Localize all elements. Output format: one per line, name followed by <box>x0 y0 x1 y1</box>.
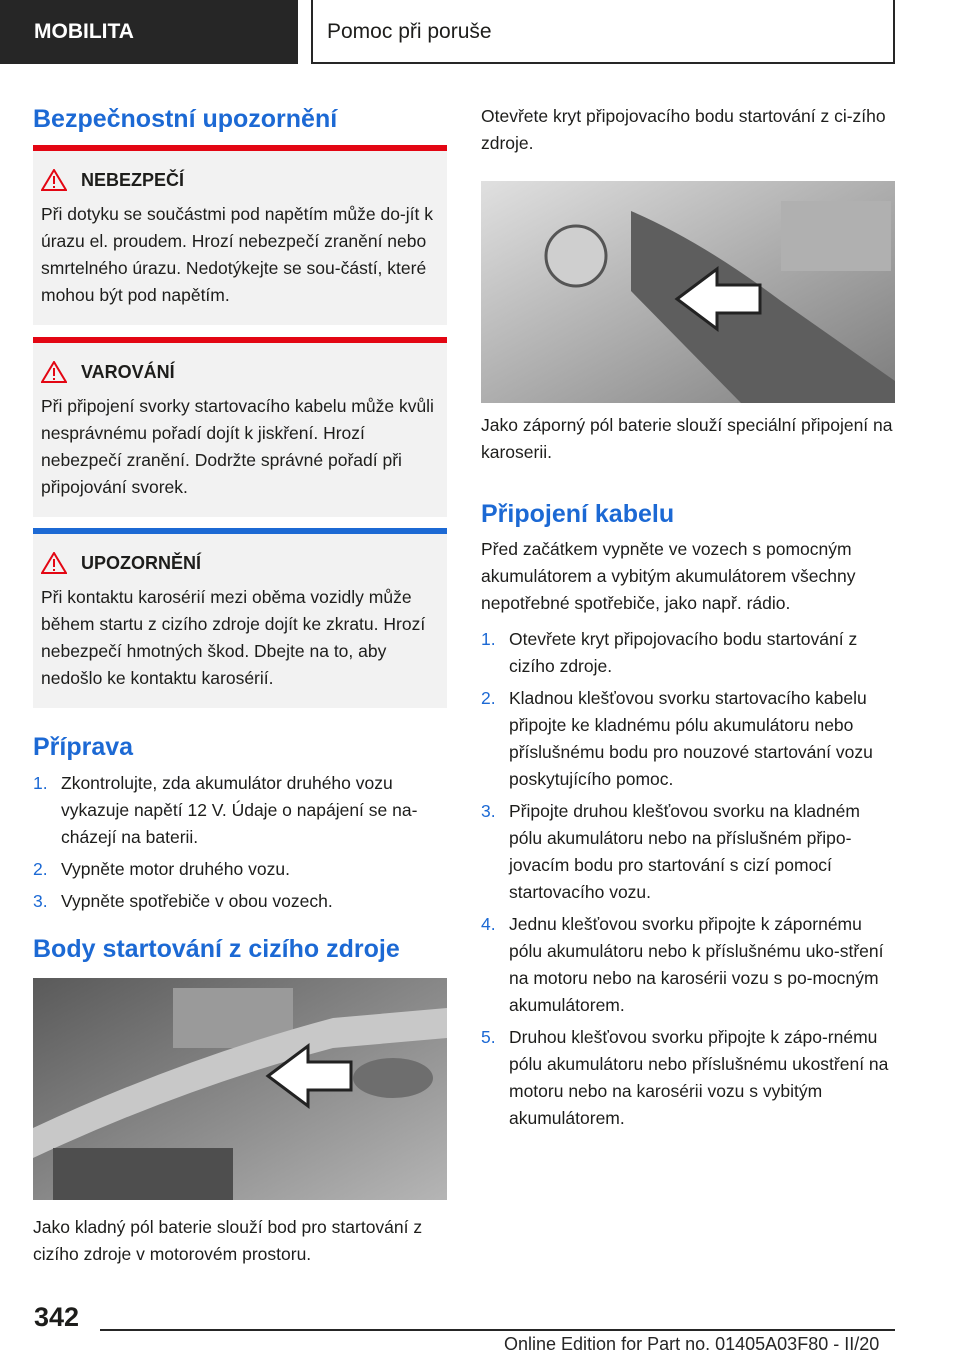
section-tab: MOBILITA <box>0 0 298 64</box>
danger-text: Při dotyku se součástmi pod napětím může do-jít k úrazu el. proudem. Hrozí nebezpečí zranění nebo smrtelného úrazu. Nedotýkejte se sou-částí, které mohou být pod napětím. <box>41 204 433 305</box>
cover-intro: Otevřete kryt připojovacího bodu startování z ci-zího zdroje. <box>481 106 886 153</box>
list-item: 3. Připojte druhou klešťovou svorku na kladném pólu akumulátoru nebo na příslušném připo-jovacím bodu pro startování s cizí pomocí startovacího vozu. <box>481 801 860 902</box>
connect-heading: Připojení kabelu <box>481 500 675 528</box>
preparation-heading: Příprava <box>33 733 134 761</box>
list-item: 1. Zkontrolujte, zda akumulátor druhého vozu vykazuje napětí 12 V. Údaje o napájení se na-cházejí na baterii. <box>33 773 418 847</box>
warning-box <box>33 337 447 517</box>
connect-steps <box>481 626 895 1132</box>
engine-bay-photo <box>33 978 447 1200</box>
footer-divider <box>100 1329 895 1331</box>
list-item: 3. Vypněte spotřebiče v obou vozech. <box>33 891 333 911</box>
list-item: 2. Vypněte motor druhého vozu. <box>33 859 290 879</box>
warning-title: VAROVÁNÍ <box>81 361 175 382</box>
warning-triangle-icon <box>41 169 67 191</box>
list-item: 4. Jednu klešťovou svorku připojte k zápornému pólu akumulátoru nebo k příslušnému uko-stření na motoru nebo na karosérii vozu s po-mocným akumulátorem. <box>481 914 884 1015</box>
negative-caption: Jako záporný pól baterie slouží speciální připojení na karoserii. <box>481 415 893 462</box>
chapter-title: Pomoc při poruše <box>311 0 895 64</box>
warning-text: Při připojení svorky startovacího kabelu může kvůli nesprávnému pořadí dojít k jiskření. Hrozí nebezpečí zranění. Dodržte správné pořadí při připojování svorek. <box>41 396 434 497</box>
safety-heading: Bezpečnostní upozornění <box>33 105 338 133</box>
notice-title: UPOZORNĚNÍ <box>81 552 202 573</box>
body-ground-photo <box>481 181 895 403</box>
warning-triangle-icon <box>41 552 67 574</box>
edition-text: Online Edition for Part no. 01405A03F80 - II/20 <box>504 1334 880 1354</box>
warning-triangle-icon <box>41 361 67 383</box>
preparation-steps <box>33 770 447 915</box>
connect-intro: Před začátkem vypněte ve vozech s pomocným akumulátorem a vybitým akumulátorem všechny nepotřebné spotřebiče, jako např. rádio. <box>481 539 856 613</box>
list-item: 1. Otevřete kryt připojovacího bodu startování z cizího zdroje. <box>481 629 858 676</box>
list-item: 5. Druhou klešťovou svorku připojte k zápo-rnému pólu akumulátoru nebo příslušnému ukostření na motoru nebo na karosérii vozu s vybitým akumulátorem. <box>481 1027 889 1128</box>
jump-points-heading: Body startování z cizího zdroje <box>33 935 400 963</box>
notice-text: Při kontaktu karosérií mezi oběma vozidly může během startu z cizího zdroje dojít ke zkratu. Hrozí nebezpečí hmotných škod. Dbejte na to, aby nedošlo ke kontaktu karosérií. <box>41 587 426 688</box>
danger-box <box>33 145 447 325</box>
list-item: 2. Kladnou klešťovou svorku startovacího kabelu připojte ke kladnému pólu akumulátoru nebo příslušnému bodu pro nouzové startování vozu poskytujícího pomoc. <box>481 688 873 789</box>
danger-title: NEBEZPEČÍ <box>81 169 185 190</box>
notice-box <box>33 528 447 708</box>
positive-caption: Jako kladný pól baterie slouží bod pro startování z cizího zdroje v motorovém prostoru. <box>33 1217 423 1264</box>
page-number: 342 <box>34 1302 80 1332</box>
